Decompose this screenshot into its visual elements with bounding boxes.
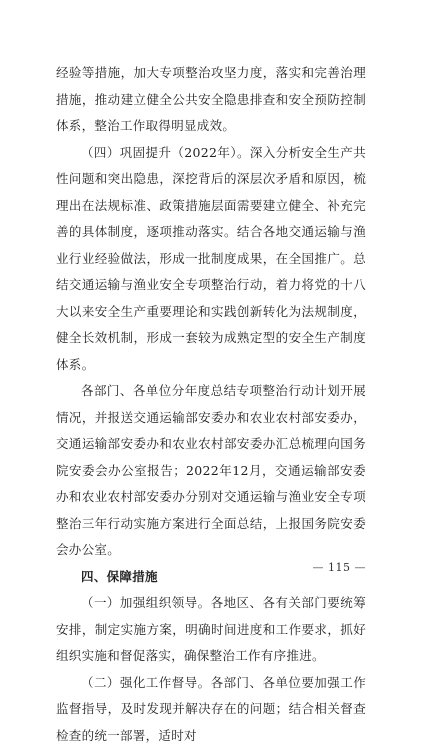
paragraph-work-supervision: （二）强化工作督导。各部门、各单位要加强工作监督指导，及时发现并解决存在的问题；结合相关督查检查的统一部署，适时对 (56, 670, 366, 749)
paragraph-annual-summary: 各部门、各单位分年度总结专项整治行动计划开展情况，并报送交通运输部安委办和农业农村部安委办，交通运输部安委办和农业农村部安委办汇总梳理向国务院安委会办公室报告；2022年12月，交通运输部安委办和农业农村部安委办分别对交通运输与渔业安全专项整治三年行动实施方案进行全面总结，上报国务院安委会办公室。 (56, 378, 366, 564)
paragraph-continuation: 经验等措施，加大专项整治攻坚力度，落实和完善治理措施，推动建立健全公共安全隐患排查和安全预防控制体系，整治工作取得明显成效。 (56, 60, 366, 140)
page-number-dash-left: — (313, 561, 325, 574)
paragraph-consolidation-phase: （四）巩固提升（2022年）。深入分析安全生产共性问题和突出隐患，深挖背后的深层次矛盾和原因，梳理出在法规标准、政策措施层面需要建立健全、补充完善的具体制度，逐项推动落实。结合各地交通运输与渔业行业经验做法，形成一批制度成果，在全国推广。总结交通运输与渔业安全专项整治行动，着力将党的十八大以来安全生产重要理论和实践创新转化为法规制度，健全长效机制，形成一套较为成熟定型的安全生产制度体系。 (56, 140, 366, 379)
page-number-value: 115 (328, 561, 351, 574)
section-heading-safeguards: 四、保障措施 (56, 564, 366, 591)
document-body (56, 60, 366, 749)
page-number-dash-right: — (355, 561, 367, 574)
paragraph-organization-leadership: （一）加强组织领导。各地区、各有关部门要统筹安排，制定实施方案，明确时间进度和工作要求，抓好组织实施和督促落实，确保整治工作有序推进。 (56, 590, 366, 670)
page-number (313, 561, 367, 574)
